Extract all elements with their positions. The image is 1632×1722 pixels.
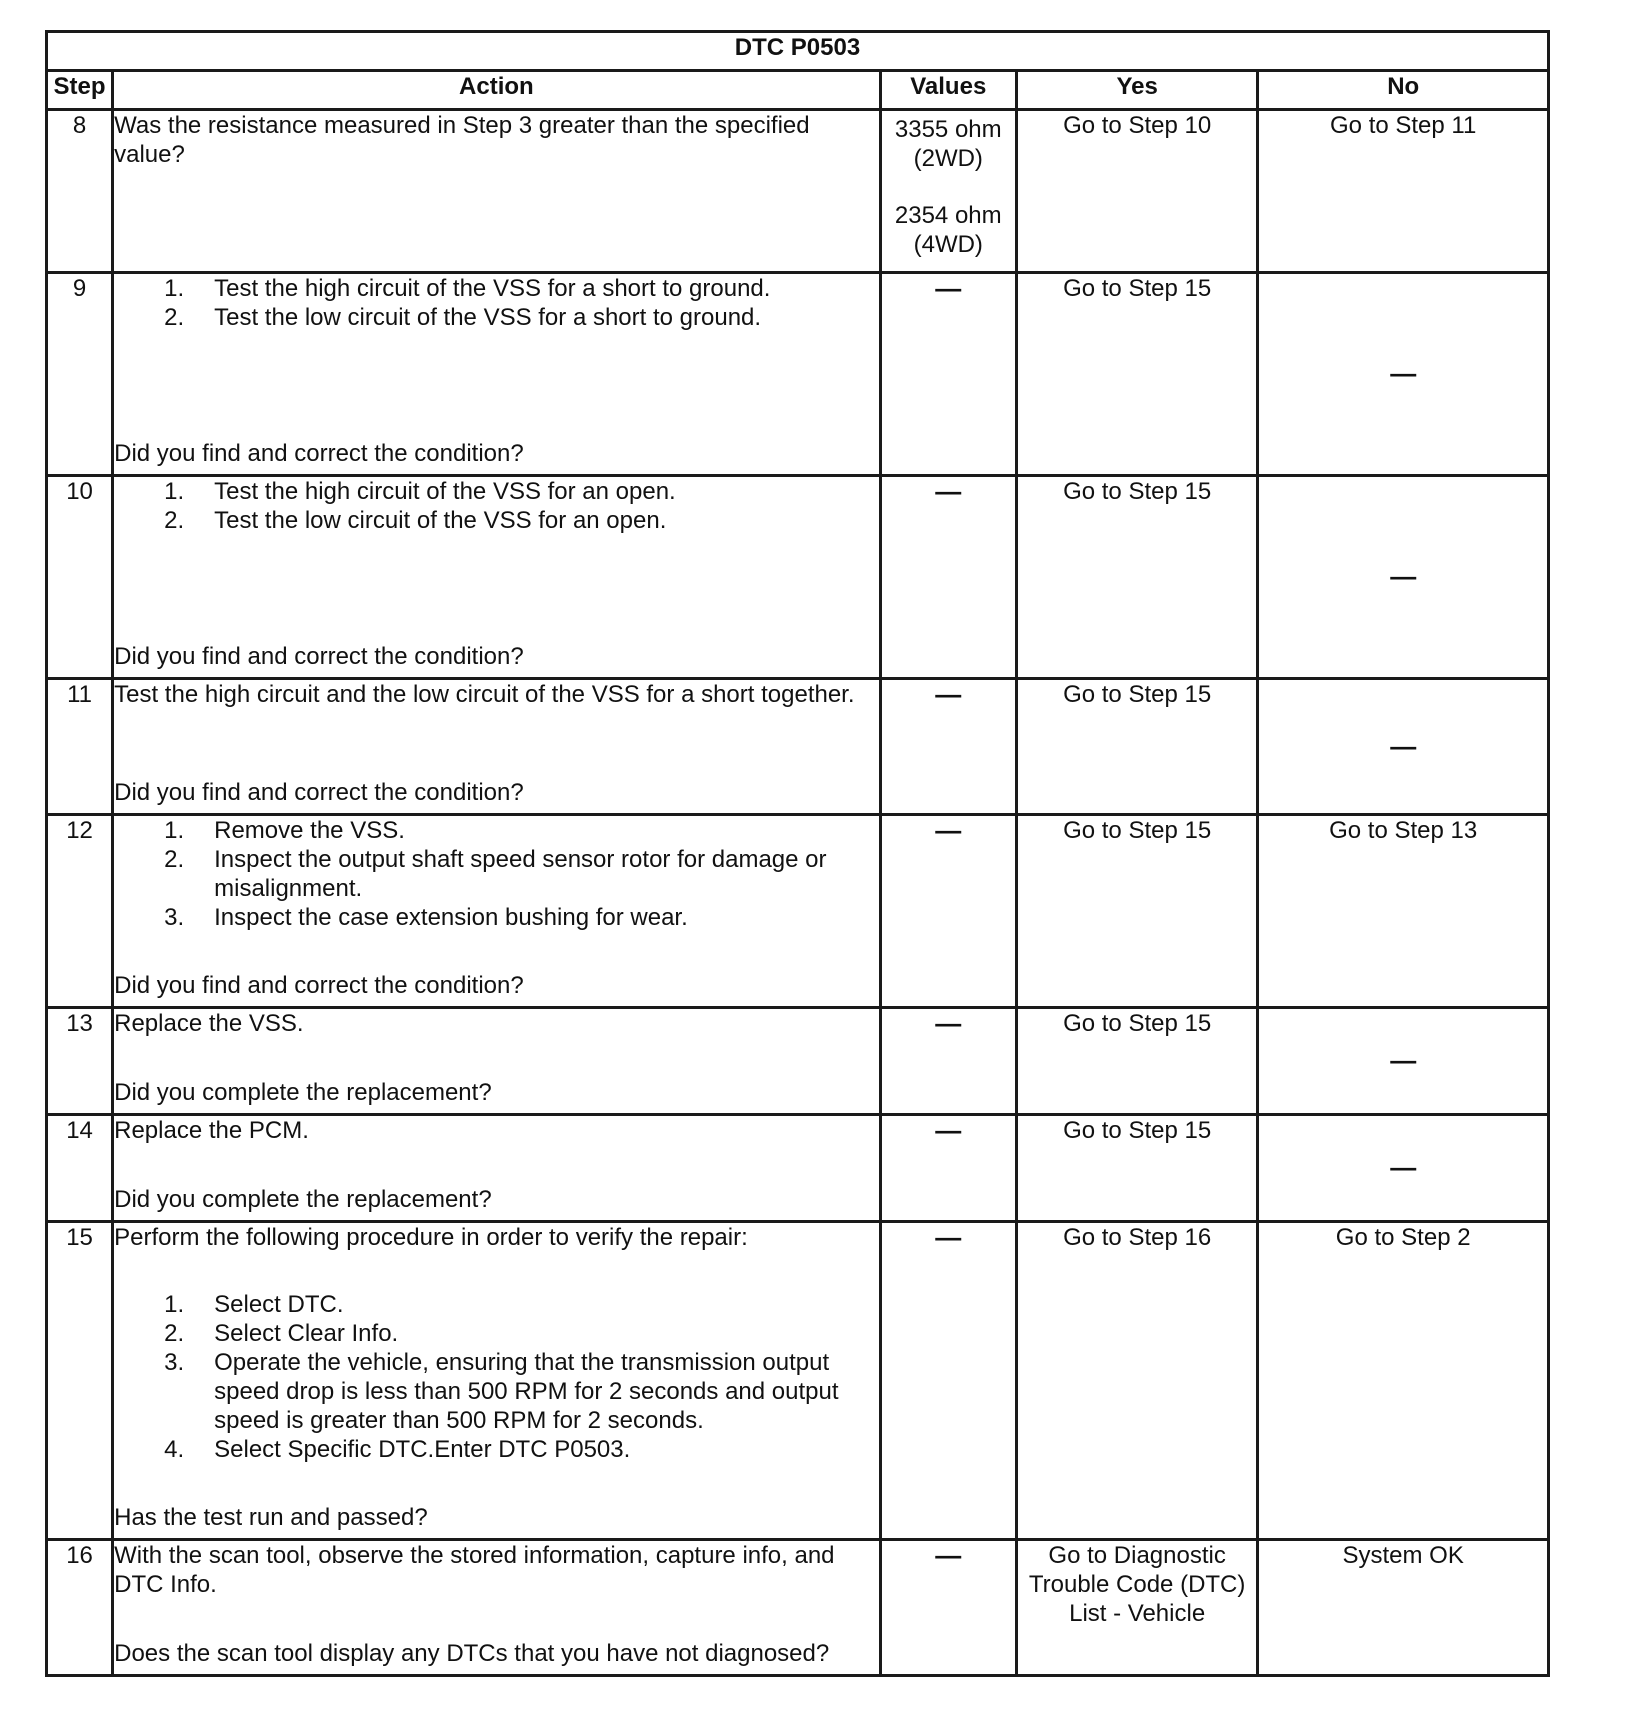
no-cell: Go to Step 13 (1258, 815, 1549, 1008)
dash: — (935, 815, 962, 845)
action-question: Does the scan tool display any DTCs that you have not diagnosed? (114, 1640, 830, 1667)
no-cell (1258, 1115, 1549, 1222)
yes-cell: Go to Step 15 (1016, 815, 1257, 1008)
action-text: Replace the VSS. (114, 1010, 304, 1037)
dash: — (1390, 1045, 1417, 1075)
action-cell (113, 110, 881, 273)
yes-cell: Go to Step 16 (1016, 1222, 1257, 1540)
value-2wd-label: (2WD) (913, 145, 983, 172)
header-action: Action (113, 71, 881, 110)
no-cell (1258, 273, 1549, 476)
step-number: 10 (47, 476, 113, 679)
value-4wd-ohm: 2354 ohm (894, 202, 1002, 229)
values-cell (880, 1540, 1016, 1676)
action-question: Did you find and correct the condition? (114, 643, 524, 670)
yes-cell: Go to Diagnostic Trouble Code (DTC) List - Vehicle (1016, 1540, 1257, 1676)
list-item: 2. Test the low circuit of the VSS for an open. (164, 507, 667, 534)
dash: — (1390, 1152, 1417, 1182)
step-number: 9 (47, 273, 113, 476)
action-cell (113, 1115, 881, 1222)
list-item: 3. Inspect the case extension bushing for wear. (164, 904, 688, 931)
yes-cell: Go to Step 10 (1016, 110, 1257, 273)
list-item: 1. Test the high circuit of the VSS for an open. (164, 478, 676, 505)
yes-cell: Go to Step 15 (1016, 273, 1257, 476)
step-number: 16 (47, 1540, 113, 1676)
header-step: Step (47, 71, 113, 110)
table-row (47, 1115, 1549, 1222)
values-cell (880, 815, 1016, 1008)
table-row (47, 110, 1549, 273)
dash: — (935, 1008, 962, 1038)
values-cell (880, 110, 1016, 273)
action-text: Replace the PCM. (114, 1117, 309, 1144)
action-steps (114, 274, 879, 332)
list-item: 2. Inspect the output shaft speed sensor rotor for damage or misalignment. (164, 846, 827, 902)
dash: — (935, 476, 962, 506)
dash: — (1390, 730, 1417, 761)
yes-cell: Go to Step 15 (1016, 679, 1257, 815)
action-cell (113, 1008, 881, 1115)
step-number: 13 (47, 1008, 113, 1115)
dash: — (935, 679, 962, 709)
list-item: 2. Test the low circuit of the VSS for a short to ground. (164, 304, 762, 331)
action-cell (113, 1540, 881, 1676)
values-cell (880, 273, 1016, 476)
table-row (47, 815, 1549, 1008)
action-steps (114, 477, 879, 535)
dash: — (1390, 561, 1417, 591)
header-yes: Yes (1016, 71, 1257, 110)
dash: — (935, 1222, 962, 1252)
action-cell (113, 476, 881, 679)
step-number: 11 (47, 679, 113, 815)
yes-cell: Go to Step 15 (1016, 1008, 1257, 1115)
action-question: Did you find and correct the condition? (114, 779, 524, 806)
step-number: 8 (47, 110, 113, 273)
dash: — (935, 1115, 962, 1145)
list-item: 2. Select Clear Info. (164, 1320, 399, 1347)
yes-cell: Go to Step 15 (1016, 1115, 1257, 1222)
action-text: Test the high circuit and the low circuit of the VSS for a short together. (114, 681, 855, 708)
action-question: Did you complete the replacement? (114, 1079, 492, 1106)
table-row (47, 273, 1549, 476)
action-cell (113, 1222, 881, 1540)
action-question: Did you find and correct the condition? (114, 440, 524, 467)
values-cell (880, 476, 1016, 679)
no-cell (1258, 476, 1549, 679)
list-item: 1. Remove the VSS. (164, 817, 405, 844)
action-question: Did you find and correct the condition? (114, 972, 524, 999)
values-cell (880, 1115, 1016, 1222)
values-cell (880, 679, 1016, 815)
list-item: 1. Select DTC. (164, 1291, 344, 1318)
values-cell (880, 1222, 1016, 1540)
no-cell (1258, 679, 1549, 815)
no-cell: System OK (1258, 1540, 1549, 1676)
table-row (47, 476, 1549, 679)
step-number: 12 (47, 815, 113, 1008)
action-question: Did you complete the replacement? (114, 1186, 492, 1213)
action-text: With the scan tool, observe the stored information, capture info, and DTC Info. (114, 1542, 835, 1598)
action-cell (113, 815, 881, 1008)
no-cell: Go to Step 11 (1258, 110, 1549, 273)
dash: — (1390, 358, 1417, 388)
action-text: Was the resistance measured in Step 3 greater than the specified value? (114, 112, 810, 168)
values-cell (880, 1008, 1016, 1115)
dtc-table (45, 30, 1550, 1677)
value-4wd-label: (4WD) (913, 231, 983, 258)
action-steps (114, 816, 879, 932)
table-row (47, 1222, 1549, 1540)
action-cell (113, 679, 881, 815)
action-cell (113, 273, 881, 476)
step-number: 14 (47, 1115, 113, 1222)
value-2wd-ohm: 3355 ohm (894, 116, 1002, 143)
table-row (47, 1008, 1549, 1115)
header-no: No (1258, 71, 1549, 110)
no-cell (1258, 1008, 1549, 1115)
table-title: DTC P0503 (47, 32, 1549, 71)
action-text: Perform the following procedure in order to verify the repair: (114, 1224, 748, 1251)
action-steps (114, 1290, 879, 1464)
dash: — (935, 1540, 962, 1570)
step-number: 15 (47, 1222, 113, 1540)
list-item: 3. Operate the vehicle, ensuring that the transmission output speed drop is less than 500 RPM for 2 seconds and output speed is greater than 500 RPM for 2 seconds. (164, 1349, 839, 1434)
no-cell: Go to Step 2 (1258, 1222, 1549, 1540)
table-row (47, 679, 1549, 815)
list-item: 1. Test the high circuit of the VSS for a short to ground. (164, 275, 771, 302)
table-row (47, 1540, 1549, 1676)
header-values: Values (880, 71, 1016, 110)
yes-cell: Go to Step 15 (1016, 476, 1257, 679)
action-question: Has the test run and passed? (114, 1504, 428, 1531)
dash: — (935, 273, 962, 303)
list-item: 4. Select Specific DTC.Enter DTC P0503. (164, 1436, 631, 1463)
